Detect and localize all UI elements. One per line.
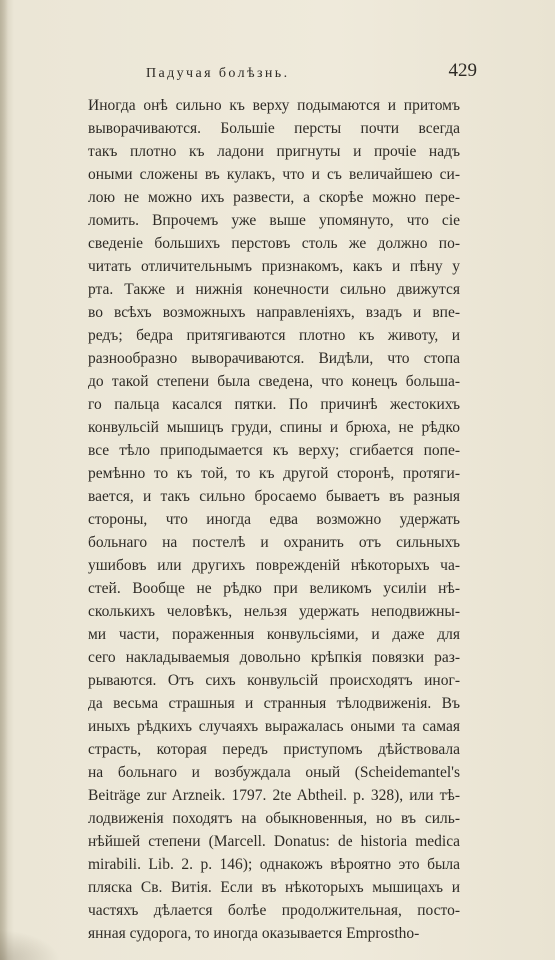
page-header bbox=[88, 58, 477, 88]
text-line: mirabili. Lib. 2. p. 146); однакожъ вѣроятно это была bbox=[88, 856, 460, 873]
text-line: разнообразно выворачиваются. Видѣли, что стопа bbox=[88, 350, 460, 367]
text-line: все тѣло приподымается къ верху; сгибается попе- bbox=[88, 442, 460, 459]
text-line: рываются. Отъ сихъ конвульсій происходятъ иног- bbox=[88, 672, 460, 689]
text-line: рта. Также и нижнія конечности сильно движутся bbox=[88, 281, 460, 298]
text-line: ломить. Впрочемъ уже выше упомянуто, что сіе bbox=[88, 212, 460, 229]
text-line: сколькихъ человѣкъ, нельзя удержать неподвижны- bbox=[88, 603, 460, 620]
text-line: иныхъ рѣдкихъ случаяхъ выражалась оными та самая bbox=[88, 718, 460, 735]
text-line: сего накладываемыя довольно крѣпкія повязки раз- bbox=[88, 649, 460, 666]
body-text bbox=[88, 94, 460, 945]
text-line: пляска Св. Витія. Если въ нѣкоторыхъ мышицахъ и bbox=[88, 879, 460, 896]
text-line: такъ плотно къ ладони пригнуты и прочіе надъ bbox=[88, 143, 460, 160]
text-line: лою не можно ихъ развести, а скорѣе можно пере- bbox=[88, 189, 460, 206]
text-line: сведеніе большихъ перстовъ столь же должно по- bbox=[88, 235, 460, 252]
text-line: ушибовъ или другихъ поврежденій нѣкоторыхъ ча- bbox=[88, 557, 460, 574]
text-line: частяхъ дѣлается болѣе продолжительная, посто- bbox=[88, 902, 460, 919]
text-line: редъ; бедра притягиваются плотно къ животу, и bbox=[88, 327, 460, 344]
text-line: Beiträge zur Arzneik. 1797. 2te Abtheil. p. 328), или тѣ- bbox=[88, 787, 460, 804]
text-line: на больнаго и возбуждала оный (Scheidemantel's bbox=[88, 764, 460, 781]
text-line: лодвиженія походятъ на обыкновенныя, но въ силь- bbox=[88, 810, 460, 827]
text-line: янная судорога, то иногда оказывается Emprostho- bbox=[88, 925, 420, 942]
text-line: ми части, пораженныя конвульсіями, и даже для bbox=[88, 626, 460, 643]
text-line: выворачиваются. Большіе персты почти всегда bbox=[88, 120, 460, 137]
page-shadow-edge bbox=[0, 0, 8, 960]
text-line: больнаго на постелѣ и охранить отъ сильныхъ bbox=[88, 534, 460, 551]
text-line: Иногда онѣ сильно къ верху подымаются и притомъ bbox=[88, 97, 460, 114]
text-line: оными сложены въ кулакъ, что и съ величайшею си- bbox=[88, 166, 460, 183]
text-line: страсть, которая передъ приступомъ дѣйствовала bbox=[88, 741, 460, 758]
text-line: во всѣхъ возможныхъ направленіяхъ, взадъ и впе- bbox=[88, 304, 460, 321]
text-line: нѣйшей степени (Marcell. Donatus: de historia medica bbox=[88, 833, 460, 850]
text-line: ремѣнно то къ той, то къ другой сторонѣ, протяги- bbox=[88, 465, 460, 482]
page-number: 429 bbox=[448, 60, 477, 81]
text-line: до такой степени была сведена, что конецъ больша- bbox=[88, 373, 460, 390]
running-title: Падучая болѣзнь. bbox=[146, 66, 290, 81]
text-line: вается, и такъ сильно бросаемо бываетъ въ разныя bbox=[88, 488, 460, 505]
text-line: го пальца касался пятки. По причинѣ жестокихъ bbox=[88, 396, 460, 413]
text-line: стей. Вообще не рѣдко при великомъ усиліи нѣ- bbox=[88, 580, 460, 597]
text-line: да весьма страшныя и странныя тѣлодвиженія. Въ bbox=[88, 695, 460, 712]
paper-stain bbox=[0, 930, 60, 960]
text-line: стороны, что иногда едва возможно удержать bbox=[88, 511, 460, 528]
text-line: читать отличительнымъ признакомъ, какъ и пѣну у bbox=[88, 258, 460, 275]
text-line: конвульсій мышицъ груди, спины и брюха, не рѣдко bbox=[88, 419, 460, 436]
